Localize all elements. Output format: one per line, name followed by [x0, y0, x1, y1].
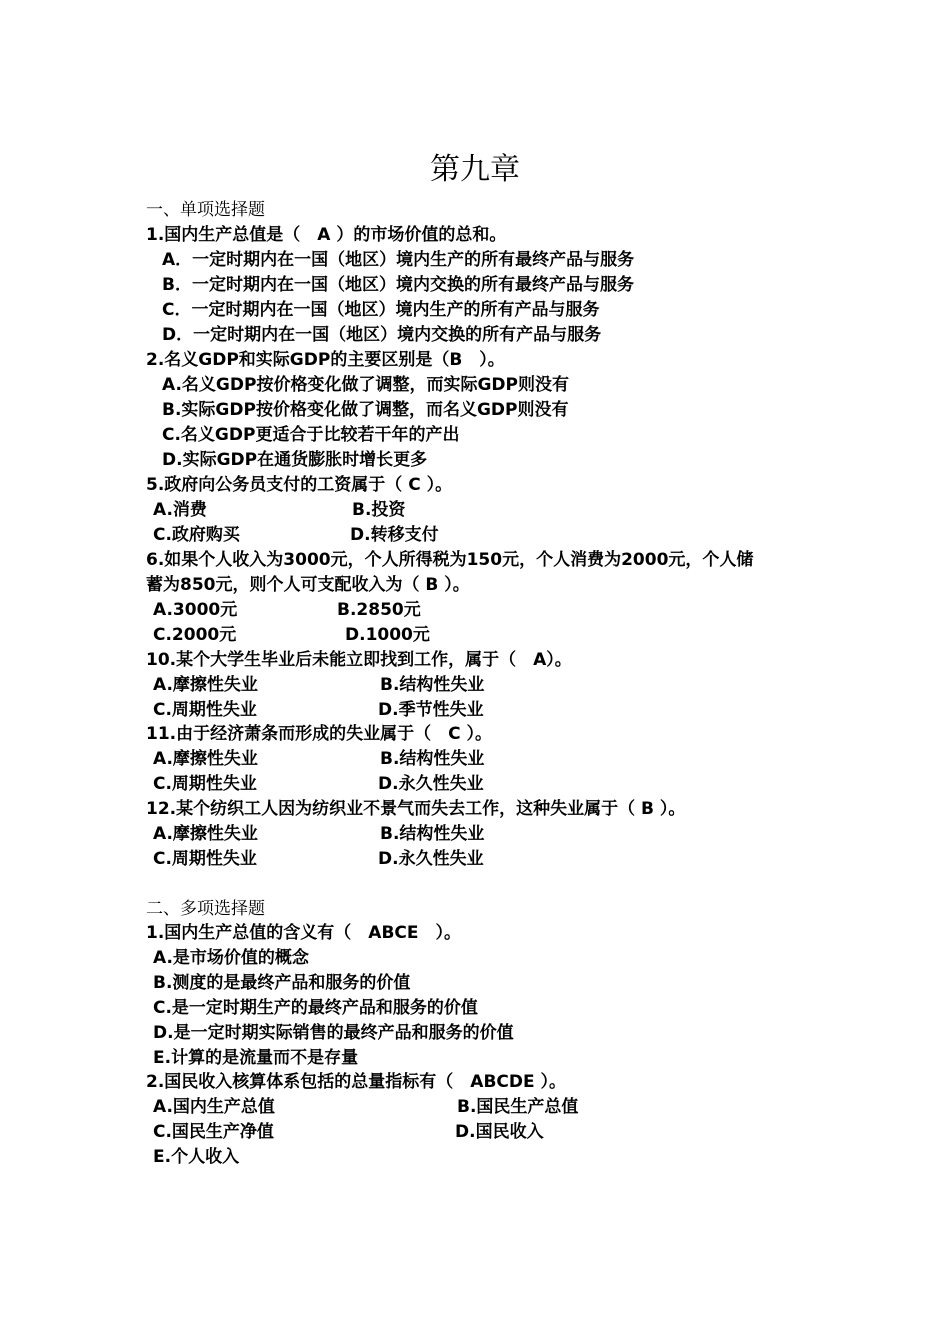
- option: C.周期性失业: [153, 849, 257, 869]
- option: D.实际GDP在通货膨胀时增长更多: [162, 450, 428, 470]
- option: B．一定时期内在一国（地区）境内交换的所有最终产品与服务: [162, 275, 634, 295]
- option: D.1000元: [345, 625, 430, 645]
- section-heading: 二、多项选择题: [146, 899, 265, 919]
- option: E.计算的是流量而不是存量: [153, 1048, 359, 1068]
- question-stem: 5.政府向公务员支付的工资属于（ C ）。: [146, 475, 453, 495]
- option: A.国内生产总值: [153, 1097, 275, 1117]
- option: D.永久性失业: [378, 849, 484, 869]
- option: C.2000元: [153, 625, 237, 645]
- option: D．一定时期内在一国（地区）境内交换的所有产品与服务: [162, 325, 602, 345]
- option: C.国民生产净值: [153, 1122, 274, 1142]
- option: C.周期性失业: [153, 700, 257, 720]
- question-stem: 2.国民收入核算体系包括的总量指标有（ ABCDE ）。: [146, 1072, 567, 1092]
- option: B.实际GDP按价格变化做了调整，而名义GDP则没有: [162, 400, 569, 420]
- option: A．一定时期内在一国（地区）境内生产的所有最终产品与服务: [162, 250, 635, 270]
- option: C.政府购买: [153, 525, 240, 545]
- option: D.转移支付: [350, 525, 439, 545]
- option: C.名义GDP更适合于比较若干年的产出: [162, 425, 460, 445]
- section-heading: 一、单项选择题: [146, 200, 265, 220]
- option: B.2850元: [337, 600, 421, 620]
- question-stem: 2.名义GDP和实际GDP的主要区别是（B ）。: [146, 350, 505, 370]
- question-stem: 6.如果个人收入为3000元，个人所得税为150元，个人消费为2000元，个人储: [146, 550, 754, 570]
- option: B.结构性失业: [380, 824, 485, 844]
- option: A.名义GDP按价格变化做了调整，而实际GDP则没有: [162, 375, 569, 395]
- option: A.摩擦性失业: [153, 675, 258, 695]
- question-stem: 10.某个大学生毕业后未能立即找到工作，属于（ A）。: [146, 650, 572, 670]
- option: B.国民生产总值: [457, 1097, 579, 1117]
- option: A.3000元: [153, 600, 238, 620]
- option: E.个人收入: [153, 1147, 240, 1167]
- option: C.周期性失业: [153, 774, 257, 794]
- option: B.测度的是最终产品和服务的价值: [153, 973, 411, 993]
- question-stem: 1.国内生产总值是（ A ）的市场价值的总和。: [146, 225, 507, 245]
- option: A.是市场价值的概念: [153, 948, 309, 968]
- page-title: 第九章: [430, 152, 520, 187]
- question-stem-continued: 蓄为850元，则个人可支配收入为（ B ）。: [146, 575, 470, 595]
- option: D.季节性失业: [378, 700, 484, 720]
- option: B.投资: [352, 500, 406, 520]
- option: C．一定时期内在一国（地区）境内生产的所有产品与服务: [162, 300, 600, 320]
- option: A.摩擦性失业: [153, 749, 258, 769]
- question-stem: 12.某个纺织工人因为纺织业不景气而失去工作，这种失业属于（ B ）。: [146, 799, 686, 819]
- option: C.是一定时期生产的最终产品和服务的价值: [153, 998, 478, 1018]
- option: D.是一定时期实际销售的最终产品和服务的价值: [153, 1023, 514, 1043]
- option: B.结构性失业: [380, 749, 485, 769]
- option: B.结构性失业: [380, 675, 485, 695]
- option: D.永久性失业: [378, 774, 484, 794]
- option: D.国民收入: [455, 1122, 544, 1142]
- option: A.消费: [153, 500, 207, 520]
- question-stem: 1.国内生产总值的含义有（ ABCE ）。: [146, 923, 461, 943]
- option: A.摩擦性失业: [153, 824, 258, 844]
- question-stem: 11.由于经济萧条而形成的失业属于（ C ）。: [146, 724, 493, 744]
